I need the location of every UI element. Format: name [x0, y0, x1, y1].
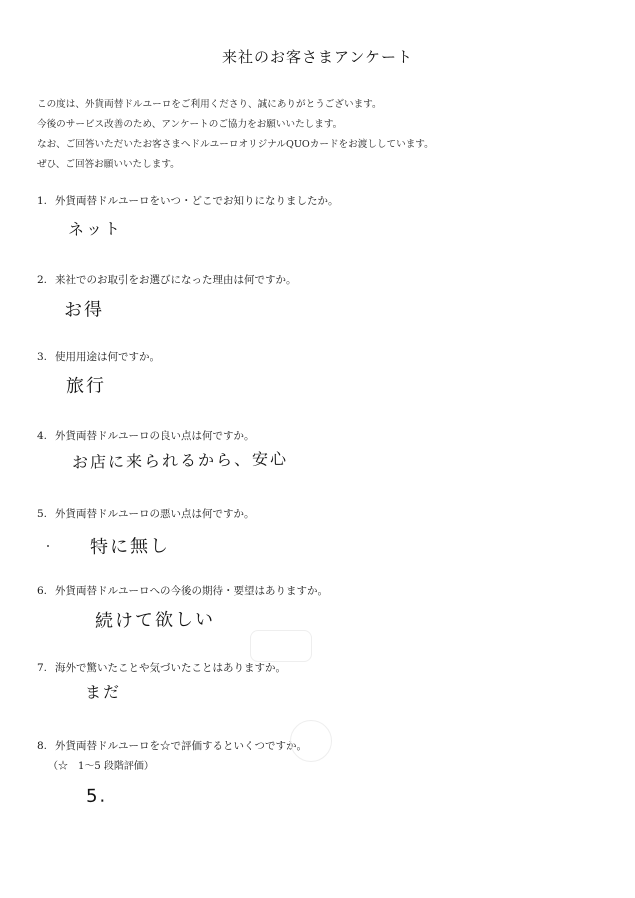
question-number: 2.	[37, 274, 48, 286]
question-6	[37, 583, 328, 598]
question-text: 海外で驚いたことや気づいたことはありますか。	[55, 662, 286, 674]
question-number: 5.	[37, 508, 48, 520]
answer-6: 続けて欲しい	[94, 608, 216, 632]
question-2	[37, 272, 297, 287]
intro-line: 今後のサービス改善のため、アンケートのご協力をお願いいたします。	[37, 119, 343, 130]
question-text: 外貨両替ドルユーロの悪い点は何ですか。	[55, 508, 255, 520]
question-number: 6.	[37, 585, 48, 597]
question-number: 8.	[37, 740, 48, 752]
intro-line: ぜひ、ご回答お願いいたします。	[37, 159, 180, 170]
intro-line: この度は、外貨両替ドルユーロをご利用くださり、誠にありがとうございます。	[37, 99, 382, 110]
question-number: 7.	[37, 662, 48, 674]
answer-2: お得	[63, 299, 105, 321]
question-text: 来社でのお取引をお選びになった理由は何ですか。	[55, 274, 297, 286]
question-5	[37, 506, 255, 521]
answer-3: 旅行	[65, 375, 107, 397]
question-text: 外貨両替ドルユーロをいつ・どこでお知りになりましたか。	[55, 195, 339, 207]
question-text: 外貨両替ドルユーロを☆で評価するといくつですか。	[55, 740, 307, 752]
question-number: 3.	[37, 351, 48, 363]
rating-note: （☆ 1〜5 段階評価）	[48, 761, 154, 772]
question-text: 使用用途は何ですか。	[55, 351, 160, 363]
page-title: 来社のお客さまアンケート	[221, 48, 414, 66]
answer-1: ネット	[67, 219, 123, 239]
question-4	[37, 428, 255, 443]
question-3	[37, 349, 160, 364]
answer-4: お店に来られるから、安心	[71, 449, 289, 472]
intro-text	[37, 95, 627, 175]
question-number: 1.	[37, 195, 48, 207]
show-through-mark	[250, 630, 312, 662]
intro-line: なお、ご回答いただいたお客さまへドルユーロオリジナルQUOカードをお渡ししています。	[37, 139, 434, 150]
ink-speck	[47, 545, 49, 547]
question-text: 外貨両替ドルユーロへの今後の期待・要望はありますか。	[55, 585, 328, 597]
question-8	[37, 738, 307, 753]
answer-8: 5.	[85, 785, 108, 807]
show-through-mark	[290, 720, 332, 762]
question-text: 外貨両替ドルユーロの良い点は何ですか。	[55, 430, 255, 442]
question-number: 4.	[37, 430, 48, 442]
question-7	[37, 660, 286, 675]
question-1	[37, 193, 339, 208]
answer-7: まだ	[84, 682, 122, 702]
answer-5: 特に無し	[89, 535, 171, 558]
